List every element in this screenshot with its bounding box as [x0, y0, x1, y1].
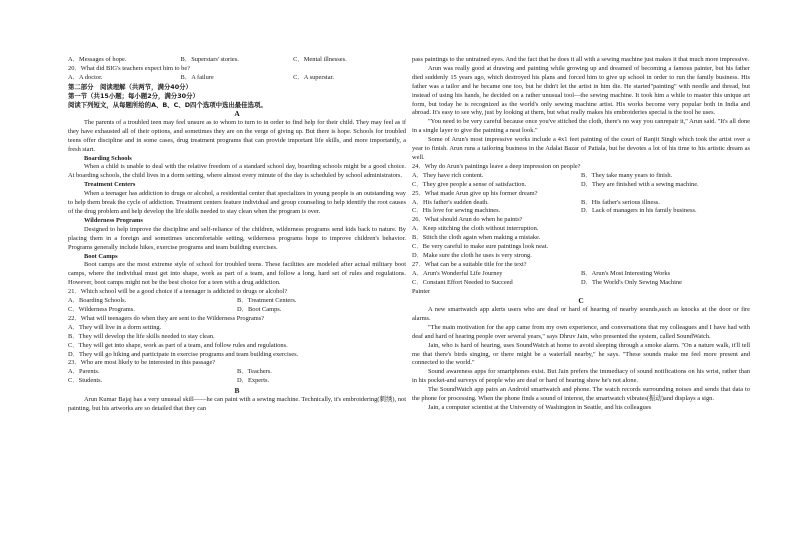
- q24-options-ab: [412, 172, 750, 181]
- q27-option-d-tail: Painter: [412, 287, 431, 295]
- q22-option-a: A．They will live in a dorm setting.: [68, 323, 162, 331]
- q27-option-d: D．The World's Only Sewing Machine: [581, 278, 682, 286]
- q25-stem: 25．What made Arun give up his former dream?: [412, 189, 538, 197]
- passage-c-paragraph-2: "The main motivation for the app came from my own experience, and conversations that my colleagues and I have had with deaf and hard of hearing people over several years," says Dhruv Jain, who presented the system, called SoundWatch.: [412, 323, 750, 340]
- passage-c-paragraph-4: Sound awareness apps for smartphones exist. But Jain prefers the immediacy of sound notifications on his wrist, rather than in his pocket-and surveys of people who are deaf or hard of hearing show he's not alone.: [412, 368, 750, 385]
- q23-options-cd: [68, 377, 406, 386]
- passage-c-paragraph-3: Jain, who is hard of hearing, uses SoundWatch at home to avoid sleeping through a smoke alarm. "On a nature walk, it'll tell me that there's birds singing, or there might be a waterfall nearby," he says. "These sounds make me feel more present and connected to the world.": [412, 341, 750, 367]
- passage-c-title: C: [578, 296, 584, 306]
- heading-boarding-schools: Boarding Schools: [84, 154, 132, 162]
- q20-stem: 20．What did BIG's teachers expect him to be?: [68, 64, 191, 72]
- q20-option-c: C．A superstar.: [293, 73, 334, 81]
- heading-boot-camps: Boot Camps: [84, 252, 118, 260]
- q26-option-a: A．Keep stitching the cloth without interruption.: [412, 225, 539, 233]
- q21-options-cd: [68, 306, 406, 315]
- left-column: [68, 56, 406, 413]
- q23-option-b: B．Teachers.: [237, 368, 272, 376]
- q22-option-c: C．They will get into shape, work as part of a team, and follow rules and regulations.: [68, 341, 288, 349]
- q21-option-d: D．Boot Camps.: [237, 305, 282, 313]
- q19-option-b: B．Superstars' stories.: [180, 56, 239, 63]
- passage-c-paragraph-6: Jain, a computer scientist at the University of Washington in Seattle, and his colleagues: [428, 403, 652, 411]
- q21-options-ab: [68, 297, 406, 306]
- passage-a-paragraph-4: Designed to help improve the discipline and self-reliance of the children, wilderness programs send kids back to nature. By placing them in a foreign and sometimes uncomfortable setting, wilderness programs hope to improve children's behavior. Programs generally include hikes, exercise programs and team building exercises.: [68, 225, 406, 251]
- passage-b-paragraph-1-cont: pass paintings to the untrained eyes. And the fact that he does it all with a sewing machine just makes it that much more impressive.: [412, 56, 750, 63]
- q25-option-d: D．Lack of managers in his family business.: [581, 207, 697, 215]
- q27-option-b: B．Arun's Most Interesting Works: [581, 269, 671, 277]
- q19-options: [68, 56, 406, 65]
- q23-option-d: D．Experts.: [237, 377, 270, 385]
- passage-a-paragraph-2: When a child is unable to deal with the relative freedom of a standard school day, boarding schools might be a good choice. At boarding schools, the child lives in a dorm setting, where almost every minute of the day is scheduled by school administrators.: [68, 163, 406, 180]
- q21-option-b: B．Treatment Centers.: [237, 297, 297, 305]
- q24-option-d: D．They are finished with a sewing machine.: [581, 180, 699, 188]
- heading-treatment-centers: Treatment Centers: [84, 181, 136, 189]
- q24-option-c: C．They give people a sense of satisfaction.: [412, 180, 527, 188]
- q25-options-cd: [412, 207, 750, 216]
- part2-heading: 第二部分 阅读理解（共两节，满分40分）: [68, 82, 192, 91]
- passage-c-paragraph-5: The SoundWatch app pairs an Android smartwatch and phone. The watch records surrounding noises and sends that data to the phone for processing. When the phone finds a sound of interest, the smartwatch vibrates(振动)and displays a sign.: [412, 386, 750, 403]
- q21-stem: 21．Which school will be a good choice if a teenager is addicted to drugs or alcohol?: [68, 288, 288, 296]
- reading-instruction: 阅读下列短文，从每题所给的A、B、C、D四个选项中选出最佳选项。: [68, 100, 267, 109]
- q26-option-b: B．Stitch the cloth again when making a mistake.: [412, 234, 541, 242]
- q27-options-ab: [412, 270, 750, 279]
- q24-stem: 24．Why do Arun's paintings leave a deep impression on people?: [412, 162, 581, 170]
- q27-option-c: C．Constant Effort Needed to Succeed: [412, 278, 513, 286]
- section1-heading: 第一节（共15小题；每小题2分，满分30分）: [68, 91, 199, 100]
- q22-option-d: D．They will go hiking and participate in exercise programs and team building exercises.: [68, 350, 299, 358]
- passage-a-paragraph-3: When a teenager has addiction to drugs or alcohol, a residential center that specializes in young people is an outstanding way to help them break the cycle of addiction. Treatment centers feature individual and group counseling to help identify the root causes of the drug problem and help develop the life skills needed to stay clean when the program is over.: [68, 190, 406, 215]
- q24-options-cd: [412, 181, 750, 190]
- passage-b-paragraph-3: "You need to be very careful because once you've stitched the cloth, there's no way you canrepair it," Arun said. "It's all done in a single layer to give the painting a neat look.": [412, 118, 750, 135]
- q26-option-d: D．Make sure the cloth he uses is very strong.: [412, 251, 532, 259]
- q19-option-c: C．Mental illnesses.: [293, 56, 347, 63]
- passage-b-title: B: [234, 386, 240, 396]
- q22-option-b: B．They will develop the life skills needed to stay clean.: [68, 332, 215, 340]
- q20-options: [68, 74, 406, 83]
- q21-option-a: A．Boarding Schools.: [68, 297, 127, 305]
- passage-a-title: A: [234, 109, 240, 119]
- passage-b-paragraph-4: Some of Arun's most impressive works include a 4x1 feet painting of the court of Ranjit Singh which took the artist over a year to finish. Arun runs a tailoring business in the Adalat Bazar of Patiala, but he devotes a lot of his time to his artistic dream as well.: [412, 136, 750, 161]
- q27-options-cd: [412, 279, 750, 288]
- q20-option-b: B．A failure: [180, 73, 214, 81]
- q25-option-c: C．His love for sewing machines.: [412, 207, 501, 215]
- q25-option-b: B．His father's serious illness.: [581, 198, 660, 206]
- q21-option-c: C．Wilderness Programs.: [68, 305, 135, 313]
- passage-a-paragraph-1: The parents of a troubled teen may feel unsure as to whom to turn to in order to find help for their child. They may feel as if they have exhausted all of their options, and sometimes they are on the verge of giving up. But there is hope. Schools for troubled teens offer discipline and in some cases, drug treatment programs that can provide important life skills, and more importantly, a fresh start.: [68, 118, 406, 153]
- q22-stem: 22．What will teenagers do when they are sent to the Wilderness Programs?: [68, 314, 265, 322]
- q23-option-c: C．Students.: [68, 377, 103, 385]
- passage-a-paragraph-5: Boot camps are the most extreme style of school for troubled teens. These facilities are modeled after actual military boot camps, where the individual must get into shape, work as part of a team, and follow a long, hard set of rules and regulations. However, boot camps might not be the best choice for a teen with a drug addiction.: [68, 261, 406, 287]
- q23-options-ab: [68, 368, 406, 377]
- q20-option-a: A．A doctor.: [68, 73, 103, 81]
- q24-option-a: A．They have rich content.: [412, 171, 484, 179]
- heading-wilderness-programs: Wilderness Programs: [84, 216, 143, 224]
- right-column: [412, 56, 750, 413]
- passage-b-paragraph-2: Arun was really good at drawing and painting while growing up and dreamed of becoming a famous painter, but his father died suddenly 15 years ago, which destroyed his plans and forced him to give up school in order to run the family business. His father was a tailor and he became one too, but he didn't let the artist in him die. He started"painting" with needle and thread, but instead of using his hands, he decided on a rather unusual tool—the sewing machine. It took him a while to master this unique art form, but today he is recognized as the world's only sewing machine artist. His works become very popular both in India and abroad. It's easy to see why, just by looking at them, but what really makes his embroideries special is the tool he uses.: [412, 64, 750, 117]
- q27-option-a: A．Arun's Wonderful Life Journey: [412, 269, 503, 277]
- passage-b-paragraph-1: Arun Kumar Bajaj has a very unusual skill——he can paint with a sewing machine. Technically, it's embroidering(刺绣), not painting, but his artworks are so detailed that they can: [68, 395, 406, 412]
- passage-c-paragraph-1: A new smartwatch app alerts users who are deaf or hard of hearing of nearby sounds,such as knocks at the door or fire alarms.: [412, 305, 750, 322]
- q26-option-c: C．Be very careful to make sure paintings look neat.: [412, 243, 549, 251]
- q25-option-a: A．His father's sudden death.: [412, 198, 489, 206]
- q25-options-ab: [412, 199, 750, 208]
- q26-stem: 26．What should Arun do when he paints?: [412, 216, 523, 224]
- q19-option-a: A．Messages of hope.: [68, 56, 127, 63]
- q24-option-b: B．They take many years to finish.: [581, 171, 673, 179]
- q23-option-a: A．Parents.: [68, 368, 100, 376]
- q27-stem: 27．What can be a suitable title for the text?: [412, 260, 527, 268]
- q23-stem: 23．Who are most likely to be interested in this passage?: [68, 359, 216, 367]
